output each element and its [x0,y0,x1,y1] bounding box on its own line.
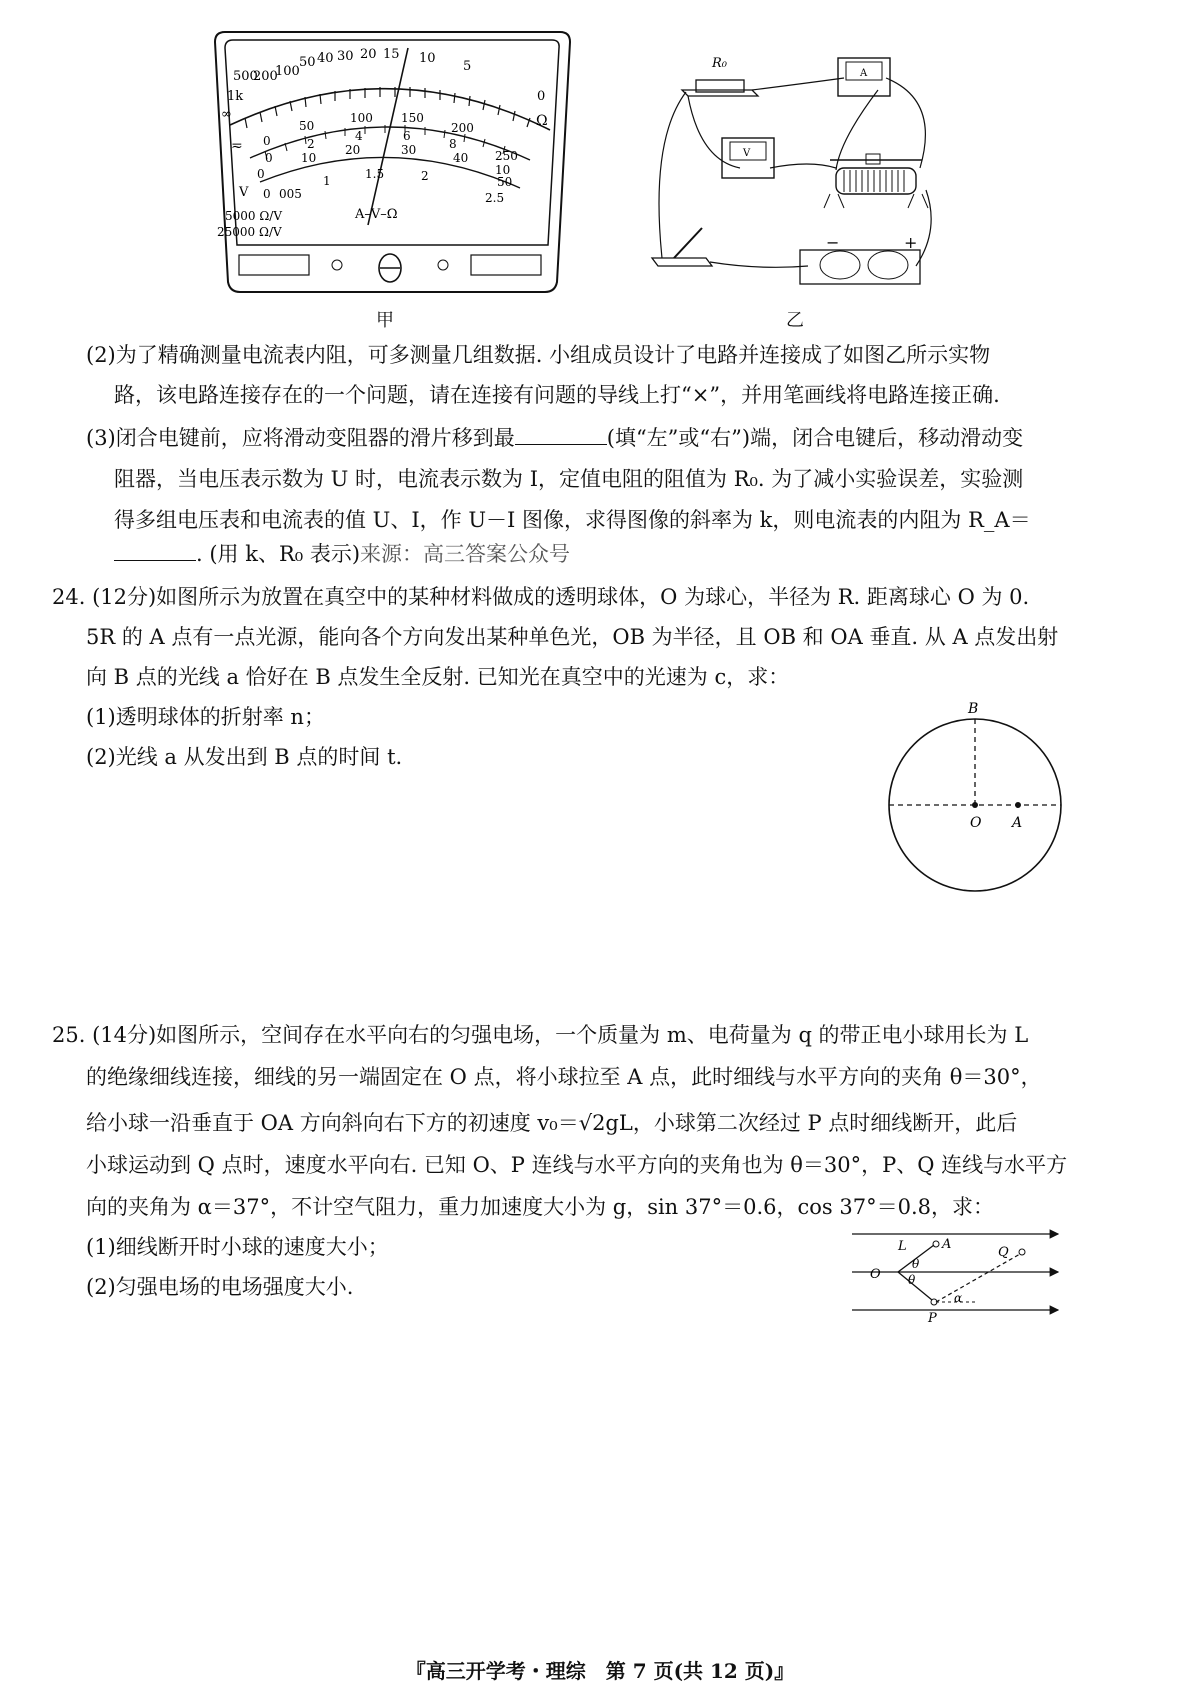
sphere-drawing [880,695,1070,900]
dc10-2: 2 [307,137,315,151]
sensitivity-2: 25000 Ω/V [217,225,282,239]
dc250-50: 50 [299,119,315,133]
dc250-150: 150 [401,111,424,125]
figure-multimeter [205,20,580,305]
field-label-q: Q [998,1245,1009,1260]
q24-line3: 向 B 点的光线 a 恰好在 B 点发生全反射. 已知光在真空中的光速为 c，求： [86,665,790,689]
q23-p3-line4 [114,538,570,569]
dc50-40: 40 [453,151,469,165]
ohm-label-15: 15 [383,47,400,62]
q23-p2-line2: 路，该电路连接存在的一个问题，请在连接有问题的导线上打“×”，并用笔画线将电路连接正确. [114,383,1000,407]
q23-p2-line1: (2)为了精确测量电流表内阻，可多测量几组数据. 小组成员设计了电路并连接成了如图乙所示实物 [86,343,991,367]
ohm-label-40: 40 [317,51,334,66]
ac-symbol: V [239,185,249,200]
sensitivity-1: 5000 Ω/V [225,209,283,223]
ohm-label-200: 200 [253,69,278,84]
dc10-0: 0 [265,151,273,165]
ohm-label-20: 20 [360,47,377,62]
field-drawing [848,1222,1063,1327]
circuit-drawing [640,40,950,305]
field-label-alpha: α [954,1291,963,1305]
multimeter-drawing [205,20,580,305]
figure-caption-jia: 甲 [376,310,394,331]
ohm-unit: Ω [536,113,548,129]
q23-p3-line1-b: (填“左”或“右”)端，闭合电键后，移动滑动变 [606,426,1024,450]
figure-circuit [640,40,950,305]
ohm-label-500: 500 [233,69,258,84]
figure-sphere [880,695,1070,900]
dc50-50: 50 [497,175,513,189]
dc50-0: 0 [257,167,265,181]
sphere-label-a: A [1012,815,1023,831]
field-label-a: A [942,1237,952,1252]
ac-1: 1 [323,174,331,188]
q25-line2: 的绝缘细线连接，细线的另一端固定在 O 点，将小球拉至 A 点，此时细线与水平方向的夹角 θ＝30°， [86,1065,1042,1089]
field-label-p: P [928,1311,937,1326]
ohm-label-5: 5 [463,59,472,74]
page-footer: 『高三开学考・理综 第 7 页(共 12 页)』 [405,1659,795,1683]
ohm-label-100: 100 [275,64,300,79]
figure-field [848,1222,1063,1327]
dc10-6: 6 [403,129,411,143]
function-label: A–V–Ω [355,207,398,222]
ac-0: 0 [263,187,271,201]
q23-p3-line2: 阻器，当电压表示数为 U 时，电流表示数为 I，定值电阻的阻值为 R₀. 为了减小实验误差，实验测 [114,467,1024,491]
dc10-8: 8 [449,137,457,151]
q24-sub1: (1)透明球体的折射率 n； [86,705,325,729]
field-label-l: L [898,1239,907,1254]
dc50-10: 10 [301,151,317,165]
figure-caption-yi: 乙 [786,310,804,331]
q25-sub1: (1)细线断开时小球的速度大小； [86,1235,389,1259]
q23-p3-line1-a: (3)闭合电键前，应将滑动变阻器的滑片移到最 [86,426,515,450]
q25-line5: 向的夹角为 α＝37°，不计空气阻力，重力加速度大小为 g，sin 37°＝0.6，cos 37°＝0.8，求： [86,1195,994,1219]
field-label-o: O [870,1267,881,1282]
field-label-theta1: θ [912,1257,920,1271]
ac-2: 2 [421,169,429,183]
dc250-200: 200 [451,121,474,135]
ohm-label-30: 30 [337,49,354,64]
q23-p3-line4-a: . (用 k、R₀ 表示) [196,542,361,566]
q25-sub2: (2)匀强电场的电场强度大小. [86,1275,354,1299]
voltmeter-symbol: V [743,148,751,159]
ac-15: 1.5 [365,167,385,181]
dc10-4: 4 [355,129,363,143]
source-watermark: 来源：高三答案公众号 [360,542,571,566]
dc250-250: 250 [495,149,518,163]
q25-line3: 给小球一沿垂直于 OA 方向斜向右下方的初速度 v₀＝√2gL，小球第二次经过 P 点时细线断开，此后 [86,1111,1018,1135]
battery-minus: − [826,233,840,252]
ohm-label-inf: ∞ [221,107,232,122]
field-label-theta2: θ [908,1273,916,1287]
answer-blank-2[interactable] [114,538,196,561]
q24-line2: 5R 的 A 点有一点光源，能向各个方向发出某种单色光，OB 为半径，且 OB 和 OA 垂直. 从 A 点发出射 [86,625,1059,649]
answer-blank-1[interactable] [515,422,607,445]
dc50-30: 30 [401,143,417,157]
ac-25: 2.5 [485,191,505,205]
dc250-0: 0 [263,134,271,148]
sphere-label-o: O [970,815,982,831]
q24-line1: 24. (12分)如图所示为放置在真空中的某种材料做成的透明球体，O 为球心，半径为 R. 距离球心 O 为 0. [52,585,1030,609]
ohm-label-0: 0 [537,89,546,104]
ohm-label-1k: 1k [227,89,244,104]
ac-005: 005 [279,187,302,201]
resistor-label: R₀ [712,56,727,71]
q25-line1: 25. (14分)如图所示，空间存在水平向右的匀强电场，一个质量为 m、电荷量为 q 的带正电小球用长为 L [52,1023,1029,1047]
sphere-label-b: B [968,701,979,717]
dc50-20: 20 [345,143,361,157]
q25-line4: 小球运动到 Q 点时，速度水平向右. 已知 O、P 连线与水平方向的夹角也为 θ＝30°，P、Q 连线与水平方 [86,1153,1068,1177]
ohm-label-10: 10 [419,51,436,66]
battery-plus: + [904,233,918,252]
q24-sub2: (2)光线 a 从发出到 B 点的时间 t. [86,745,403,769]
dc250-100: 100 [350,111,373,125]
dc10-10: 10 [495,163,511,177]
q23-p3-line3: 得多组电压表和电流表的值 U、I，作 U－I 图像，求得图像的斜率为 k，则电流表的内阻为 R_A＝ [114,508,1031,532]
dc-symbol: ≂ [231,138,243,154]
ammeter-symbol: A [860,68,868,79]
q23-p3-line1 [86,422,1023,453]
ohm-label-50: 50 [299,55,316,70]
